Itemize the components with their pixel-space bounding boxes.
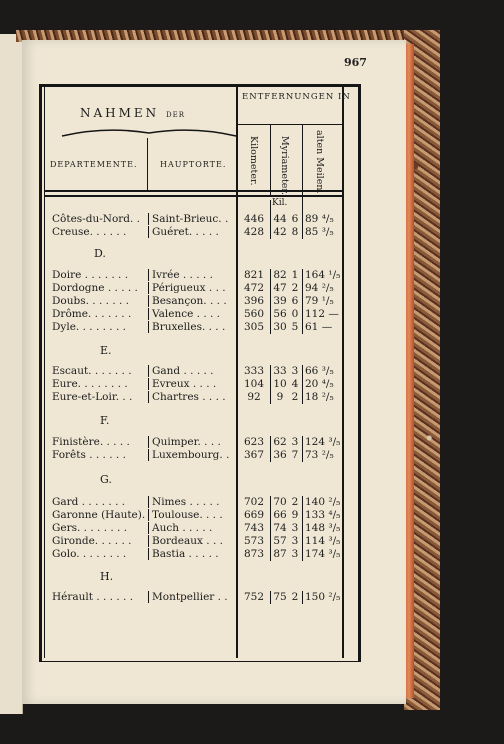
distance-myriameters: 42 (273, 226, 287, 238)
row-separator (270, 535, 271, 548)
row-separator (148, 226, 149, 238)
capital-name: Guéret. . . . . (152, 226, 219, 238)
distance-km: 305 (243, 321, 265, 333)
kil-abbrev: Kil. (272, 198, 288, 208)
distance-kil-remainder: 3 (291, 522, 299, 534)
capital-name: Evreux . . . . (152, 378, 217, 390)
department-name: Hérault . . . . . . (52, 591, 134, 603)
row-separator (148, 391, 149, 403)
department-name: Gard . . . . . . . (52, 496, 126, 508)
row-separator (270, 295, 271, 308)
row-separator (148, 591, 149, 603)
row-separator (270, 365, 271, 378)
distance-old-miles: 124 ³/₅ (305, 436, 341, 448)
row-separator (302, 522, 303, 535)
row-separator (270, 436, 271, 449)
distance-myriameters: 33 (273, 365, 287, 377)
row-separator (270, 548, 271, 561)
row-separator (302, 509, 303, 522)
distance-km: 472 (243, 282, 265, 294)
distance-old-miles: 164 ¹/₅ (305, 269, 341, 281)
distance-myriameters: 30 (273, 321, 287, 333)
distance-kil-remainder: 6 (291, 213, 299, 225)
row-separator (270, 391, 271, 404)
distance-kil-remainder: 2 (291, 591, 299, 603)
distance-km: 446 (243, 213, 265, 225)
row-separator (148, 269, 149, 281)
row-separator (148, 308, 149, 320)
distance-km: 702 (243, 496, 265, 508)
distance-km: 92 (247, 391, 261, 403)
rule-names-distances (236, 87, 238, 658)
row-separator (148, 496, 149, 508)
department-name: Gers. . . . . . . . (52, 522, 128, 534)
capital-name: Nimes . . . . . (152, 496, 220, 508)
row-separator (270, 496, 271, 509)
distance-km: 104 (243, 378, 265, 390)
row-separator (270, 378, 271, 391)
row-separator (270, 269, 271, 282)
page-number: 967 (344, 56, 367, 69)
distance-km: 573 (243, 535, 265, 547)
header-departments: DEPARTEMENTE. (50, 160, 138, 169)
distance-myriameters: 36 (273, 449, 287, 461)
distance-kil-remainder: 9 (291, 509, 299, 521)
distance-myriameters: 9 (276, 391, 284, 403)
row-separator (302, 365, 303, 378)
distance-old-miles: 148 ³/₅ (305, 522, 341, 534)
department-name: Drôme. . . . . . . (52, 308, 132, 320)
department-name: Doire . . . . . . . (52, 269, 129, 281)
distance-myriameters: 74 (273, 522, 287, 534)
facing-page-edge (0, 34, 23, 714)
distance-kil-remainder: 3 (291, 535, 299, 547)
department-name: Golo. . . . . . . . (52, 548, 127, 560)
capital-name: Auch . . . . . (152, 522, 213, 534)
department-name: Garonne (Haute). (52, 509, 146, 521)
distance-km: 743 (243, 522, 265, 534)
row-separator (148, 365, 149, 377)
capital-name: Périgueux . . . (152, 282, 226, 294)
row-separator (148, 282, 149, 294)
distance-myriameters: 44 (273, 213, 287, 225)
department-name: Creuse. . . . . . (52, 226, 127, 238)
distance-old-miles: 61 — (305, 321, 333, 333)
distance-km: 669 (243, 509, 265, 521)
row-separator (148, 436, 149, 448)
row-separator (302, 591, 303, 604)
distance-kil-remainder: 5 (291, 321, 299, 333)
section-letter-f: F. (100, 414, 110, 427)
row-separator (148, 378, 149, 390)
department-name: Eure-et-Loir. . . (52, 391, 133, 403)
book-page (22, 40, 406, 704)
distance-old-miles: 85 ³/₅ (305, 226, 334, 238)
rule-dept-town (147, 138, 148, 190)
rule-km-myr-head (270, 124, 271, 196)
row-separator (148, 321, 149, 333)
department-name: Dordogne . . . . . (52, 282, 138, 294)
distance-kil-remainder: 3 (291, 365, 299, 377)
distance-myriameters: 62 (273, 436, 287, 448)
row-separator (302, 378, 303, 391)
distance-old-miles: 140 ²/₅ (305, 496, 341, 508)
row-separator (302, 308, 303, 321)
row-separator (302, 391, 303, 404)
distance-myriameters: 75 (273, 591, 287, 603)
row-separator (148, 295, 149, 307)
distance-myriameters: 47 (273, 282, 287, 294)
header-old-miles: alten Meilen. (314, 130, 325, 194)
distance-kil-remainder: 1 (291, 269, 299, 281)
rule-header-bottom (44, 195, 342, 197)
rule-header-top (44, 190, 342, 192)
row-separator (270, 226, 271, 239)
capital-name: Gand . . . . . (152, 365, 214, 377)
distance-old-miles: 18 ²/₅ (305, 391, 334, 403)
row-separator (148, 522, 149, 534)
capital-name: Chartres . . . . (152, 391, 226, 403)
header-title: NAHMEN DER (80, 106, 186, 120)
distance-myriameters: 87 (273, 548, 287, 560)
row-separator (302, 548, 303, 561)
department-name: Eure. . . . . . . . (52, 378, 128, 390)
distance-km: 428 (243, 226, 265, 238)
section-letter-d: D. (94, 247, 106, 260)
row-separator (148, 535, 149, 547)
distance-old-miles: 114 ³/₅ (305, 535, 341, 547)
distance-old-miles: 112 — (305, 308, 339, 320)
distance-km: 623 (243, 436, 265, 448)
row-separator (302, 269, 303, 282)
row-separator (302, 226, 303, 239)
distance-kil-remainder: 7 (291, 449, 299, 461)
distance-km: 396 (243, 295, 265, 307)
distance-old-miles: 66 ³/₅ (305, 365, 334, 377)
distance-km: 821 (243, 269, 265, 281)
department-name: Côtes-du-Nord. . (52, 213, 141, 225)
department-name: Doubs. . . . . . . (52, 295, 130, 307)
rule-inner-right (342, 87, 344, 658)
distance-km: 560 (243, 308, 265, 320)
row-separator (302, 321, 303, 334)
department-name: Dyle. . . . . . . . (52, 321, 126, 333)
row-separator (270, 591, 271, 604)
distance-kil-remainder: 3 (291, 436, 299, 448)
distance-km: 367 (243, 449, 265, 461)
header-ornament (60, 128, 238, 138)
distance-myriameters: 10 (273, 378, 287, 390)
distance-km: 333 (243, 365, 265, 377)
distance-kil-remainder: 0 (291, 308, 299, 320)
row-separator (270, 308, 271, 321)
row-separator (148, 509, 149, 521)
capital-name: Luxembourg. . (152, 449, 230, 461)
row-separator (270, 321, 271, 334)
capital-name: Besançon. . . . (152, 295, 227, 307)
distance-kil-remainder: 8 (291, 226, 299, 238)
capital-name: Ivrée . . . . . (152, 269, 213, 281)
distance-old-miles: 73 ²/₅ (305, 449, 334, 461)
row-separator (302, 535, 303, 548)
distance-old-miles: 150 ²/₅ (305, 591, 341, 603)
distance-kil-remainder: 2 (291, 496, 299, 508)
row-separator (302, 436, 303, 449)
distance-old-miles: 94 ²/₅ (305, 282, 334, 294)
distance-old-miles: 133 ⁴/₅ (305, 509, 341, 521)
capital-name: Saint-Brieuc. . (152, 213, 229, 225)
capital-name: Montpellier . . (152, 591, 228, 603)
row-separator (270, 213, 271, 226)
row-separator (148, 449, 149, 461)
distance-myriameters: 82 (273, 269, 287, 281)
row-separator (302, 449, 303, 462)
header-capitals: HAUPTORTE. (160, 160, 227, 169)
row-separator (270, 282, 271, 295)
department-name: Gironde. . . . . . (52, 535, 132, 547)
row-separator (148, 213, 149, 225)
row-separator (270, 509, 271, 522)
row-separator (302, 213, 303, 226)
row-separator (270, 449, 271, 462)
department-name: Finistère. . . . . (52, 436, 130, 448)
distance-km: 873 (243, 548, 265, 560)
capital-name: Bordeaux . . . (152, 535, 223, 547)
distance-myriameters: 39 (273, 295, 287, 307)
distance-old-miles: 89 ⁴/₅ (305, 213, 334, 225)
distance-myriameters: 70 (273, 496, 287, 508)
distance-km: 752 (243, 591, 265, 603)
capital-name: Bruxelles. . . . (152, 321, 226, 333)
rule-myr-miles-head (302, 124, 303, 196)
distance-kil-remainder: 6 (291, 295, 299, 307)
row-separator (302, 496, 303, 509)
capital-name: Bastia . . . . . (152, 548, 219, 560)
department-name: Escaut. . . . . . . (52, 365, 132, 377)
distance-kil-remainder: 4 (291, 378, 299, 390)
section-letter-h: H. (100, 570, 114, 583)
distance-kil-remainder: 3 (291, 548, 299, 560)
distance-old-miles: 174 ³/₅ (305, 548, 341, 560)
row-separator (270, 522, 271, 535)
inner-rule-left (44, 87, 45, 658)
row-separator (148, 548, 149, 560)
header-myriameters: Myriameter. (279, 136, 290, 195)
capital-name: Quimper. . . . (152, 436, 221, 448)
distance-myriameters: 66 (273, 509, 287, 521)
distance-kil-remainder: 2 (291, 391, 299, 403)
header-kilometers: Kilometer. (248, 136, 259, 186)
capital-name: Toulouse. . . . (152, 509, 223, 521)
capital-name: Valence . . . . (152, 308, 221, 320)
rule-under-distances (236, 124, 342, 125)
distance-old-miles: 79 ¹/₅ (305, 295, 334, 307)
row-separator (302, 295, 303, 308)
distance-old-miles: 20 ⁴/₅ (305, 378, 334, 390)
header-distances: ENTFERNUNGEN IN (242, 92, 351, 102)
section-letter-g: G. (100, 473, 112, 486)
distance-myriameters: 56 (273, 308, 287, 320)
row-separator (302, 282, 303, 295)
section-letter-e: E. (100, 344, 112, 357)
distance-myriameters: 57 (273, 535, 287, 547)
department-name: Forêts . . . . . . (52, 449, 126, 461)
distance-kil-remainder: 2 (291, 282, 299, 294)
